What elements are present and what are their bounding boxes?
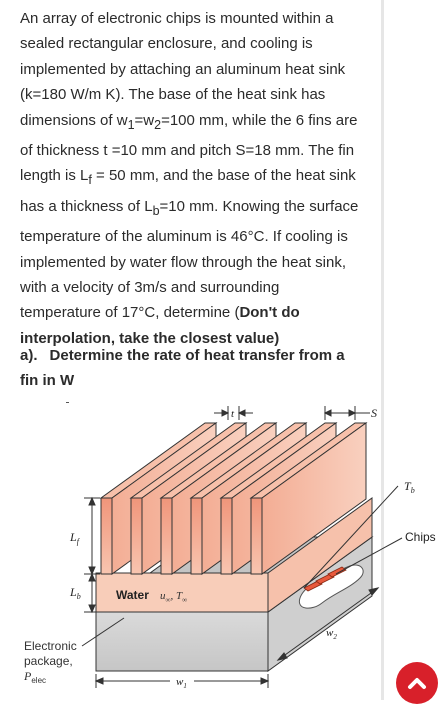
subscript: 1 bbox=[127, 117, 135, 132]
question-line bbox=[20, 343, 365, 368]
bold-span: interpolation, take the closest value) bbox=[20, 329, 280, 347]
scroll-top-button[interactable] bbox=[396, 662, 438, 704]
bold-span: Don't do bbox=[239, 304, 300, 322]
question-text: Determine the rate of heat transfer from a bbox=[49, 347, 345, 364]
s-label: S bbox=[371, 406, 377, 420]
problem-line: An array of electronic chips is mounted within a bbox=[20, 10, 334, 27]
problem-line: sealed rectangular enclosure, and cooling is bbox=[20, 35, 313, 53]
question-line: fin in W bbox=[20, 372, 75, 390]
text-span: = 50 mm, and the base of the heat sink bbox=[91, 167, 356, 185]
problem-line bbox=[20, 194, 365, 224]
s-dimension bbox=[325, 406, 370, 420]
text-span: temperature of 17°C, determine ( bbox=[20, 304, 240, 322]
text-span: dimensions of w bbox=[20, 111, 128, 129]
t-label: t bbox=[231, 408, 235, 420]
chips-label: Chips bbox=[405, 530, 436, 544]
heat-sink-figure bbox=[0, 398, 441, 700]
problem-line: with a velocity of 3m/s and surrounding bbox=[20, 279, 280, 297]
problem-line bbox=[20, 163, 365, 193]
subscript: 2 bbox=[154, 117, 162, 132]
water-label: Water bbox=[116, 588, 149, 602]
problem-statement bbox=[20, 6, 365, 351]
problem-line bbox=[20, 108, 365, 138]
w1-label: $w_1$ bbox=[176, 676, 187, 690]
lf-dimension bbox=[84, 498, 100, 574]
package-power-label: $P_{elec}$ bbox=[24, 669, 47, 685]
chevron-up-icon bbox=[406, 672, 428, 694]
problem-line: implemented by attaching an aluminum heat sink bbox=[20, 60, 346, 78]
subscript: f bbox=[88, 173, 92, 188]
text-span: =10 mm. Knowing the surface bbox=[159, 197, 359, 215]
subscript: b bbox=[152, 203, 160, 218]
w2-label: $w_2$ bbox=[326, 627, 337, 641]
problem-line bbox=[20, 300, 365, 325]
problem-line: temperature of the aluminum is 46°C. If cooling is bbox=[20, 228, 348, 246]
text-span: =w bbox=[134, 111, 155, 129]
problem-line: implemented by water flow through the heat sink, bbox=[20, 253, 347, 271]
tb-label: $T_b$ bbox=[404, 479, 415, 495]
package-label: Electronic package, bbox=[24, 639, 77, 668]
question-label: a). bbox=[20, 347, 38, 364]
text-span: has a thickness of L bbox=[20, 197, 153, 215]
package-front bbox=[96, 612, 268, 671]
problem-line: (k=180 W/m K). The base of the heat sink has bbox=[20, 86, 326, 104]
question-a bbox=[20, 343, 365, 394]
lb-label: $L_b$ bbox=[70, 585, 81, 601]
text-span: =100 mm, while the 6 fins are bbox=[161, 111, 358, 129]
text-span: length is L bbox=[20, 167, 89, 185]
flow-conditions: $u_\infty$, $T_\infty$ bbox=[160, 590, 188, 604]
lf-label: $L_f$ bbox=[70, 530, 79, 546]
problem-line: of thickness t =10 mm and pitch S=18 mm. The fin bbox=[20, 142, 355, 160]
